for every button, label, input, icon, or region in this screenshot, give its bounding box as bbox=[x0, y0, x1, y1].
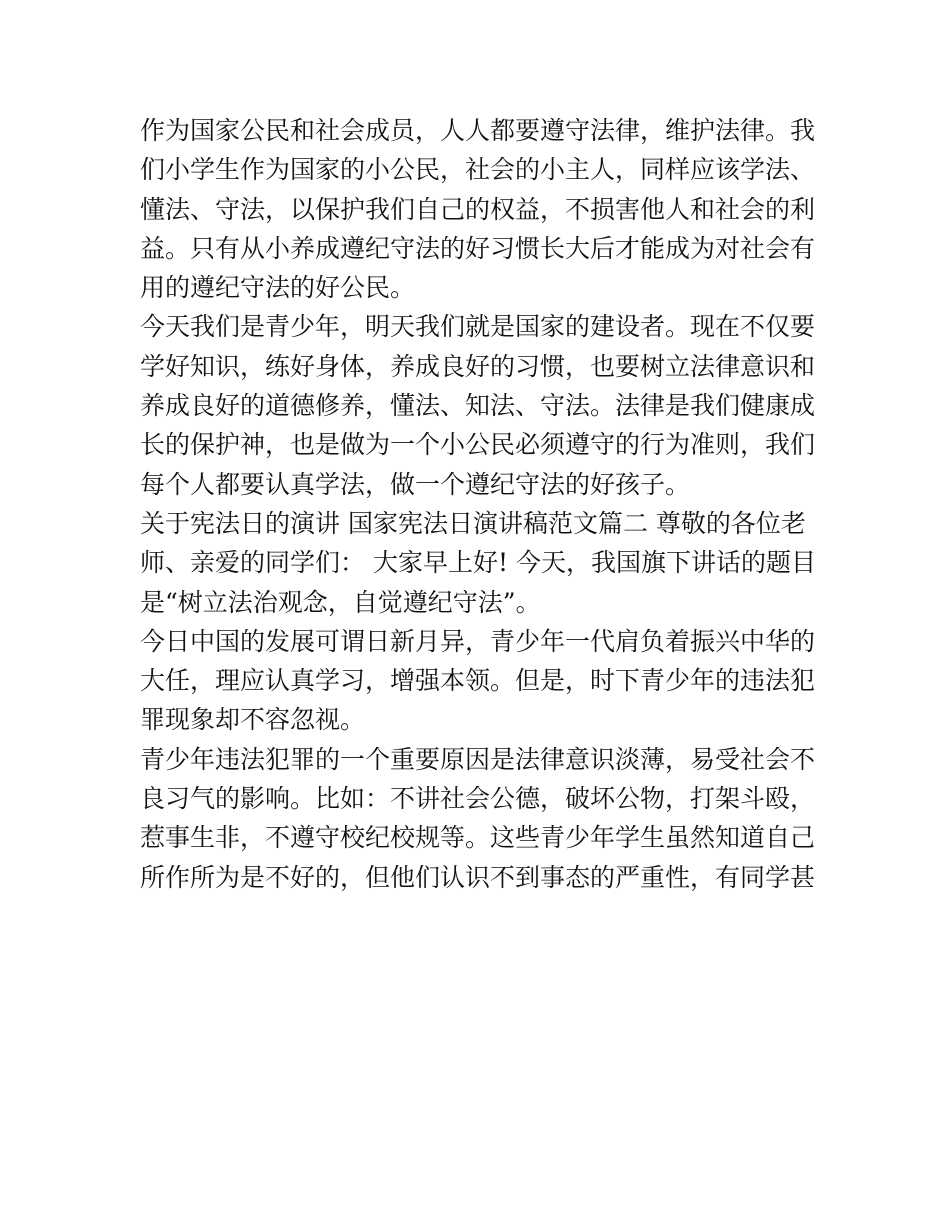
text-line: 们小学生作为国家的小公民，社会的小主人，同样应该学法、 bbox=[140, 155, 816, 185]
text-line: 学好知识，练好身体，养成良好的习惯，也要树立法律意识和 bbox=[140, 351, 816, 381]
text-line: 益。只有从小养成遵纪守法的好习惯长大后才能成为对社会有 bbox=[140, 233, 816, 263]
text-line: 今天我们是青少年，明天我们就是国家的建设者。现在不仅要 bbox=[140, 312, 816, 342]
text-line: 青少年违法犯罪的一个重要原因是法律意识淡薄，易受社会不 bbox=[140, 744, 816, 774]
paragraph-3 bbox=[140, 504, 820, 622]
text-line: 师、亲爱的同学们： 大家早上好! 今天，我国旗下讲话的题目 bbox=[140, 548, 816, 578]
text-line: 所作所为是不好的，但他们认识不到事态的严重性，有同学甚 bbox=[140, 862, 816, 892]
text-line: 关于宪法日的演讲 国家宪法日演讲稿范文篇二 尊敬的各位老 bbox=[140, 508, 806, 538]
paragraph-4 bbox=[140, 622, 820, 740]
paragraph-5 bbox=[140, 740, 820, 897]
document-body bbox=[140, 111, 820, 897]
paragraph-2 bbox=[140, 307, 820, 503]
text-line: 大任，理应认真学习，增强本领。但是，时下青少年的违法犯 bbox=[140, 666, 816, 696]
text-line: 作为国家公民和社会成员，人人都要遵守法律，维护法律。我 bbox=[140, 116, 816, 145]
text-line: 每个人都要认真学法，做一个遵纪守法的好孩子。 bbox=[140, 469, 691, 499]
text-line: 养成良好的道德修养，懂法、知法、守法。法律是我们健康成 bbox=[140, 391, 816, 421]
text-line: 良习气的影响。比如：不讲社会公德，破坏公物，打架斗殴， bbox=[140, 784, 816, 814]
text-line: 今日中国的发展可谓日新月异，青少年一代肩负着振兴中华的 bbox=[140, 626, 816, 656]
text-line: 是“树立法治观念，自觉遵纪守法”。 bbox=[140, 587, 541, 617]
text-line: 用的遵纪守法的好公民。 bbox=[140, 273, 416, 303]
text-line: 长的保护神，也是做为一个小公民必须遵守的行为准则，我们 bbox=[140, 430, 816, 460]
text-line: 惹事生非，不遵守校纪校规等。这些青少年学生虽然知道自己 bbox=[140, 823, 816, 853]
paragraph-1 bbox=[140, 111, 820, 307]
text-line: 罪现象却不容忽视。 bbox=[140, 705, 366, 735]
text-line: 懂法、守法，以保护我们自己的权益，不损害他人和社会的利 bbox=[140, 194, 816, 224]
